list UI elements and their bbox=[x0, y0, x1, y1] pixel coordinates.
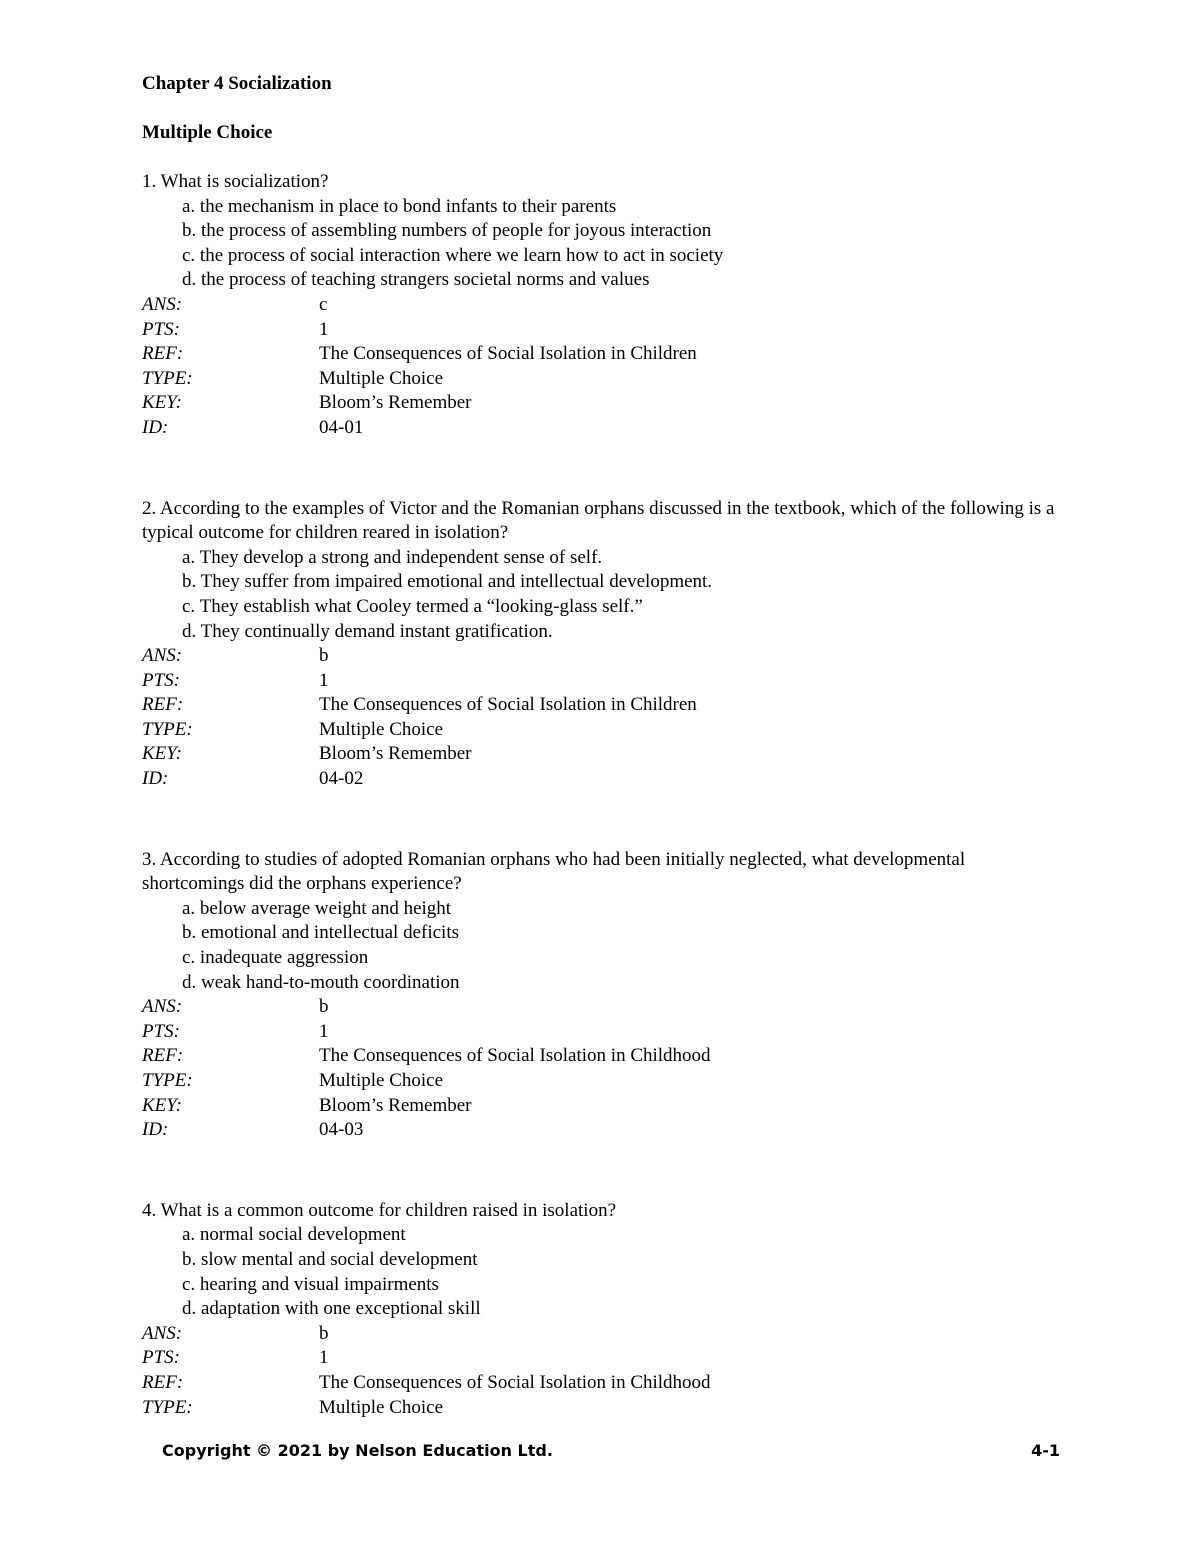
answer-value: b bbox=[319, 645, 329, 667]
answer-label: ANS: bbox=[142, 293, 183, 315]
points-value: 1 bbox=[319, 1020, 329, 1042]
option-a: a. They develop a strong and independent sense of self. bbox=[182, 546, 603, 568]
reference-value: The Consequences of Social Isolation in Children bbox=[319, 694, 697, 716]
type-value: Multiple Choice bbox=[319, 367, 444, 389]
type-value: Multiple Choice bbox=[319, 1396, 444, 1418]
page-footer bbox=[162, 1440, 1060, 1462]
answer-row bbox=[142, 1322, 1062, 1347]
question-1 bbox=[142, 170, 1062, 441]
id-label: ID: bbox=[142, 1119, 169, 1141]
option-d: d. They continually demand instant gratification. bbox=[182, 620, 553, 642]
points-row bbox=[142, 669, 1062, 694]
key-value: Bloom’s Remember bbox=[319, 1094, 472, 1116]
reference-row bbox=[142, 342, 1062, 367]
question-2 bbox=[142, 497, 1062, 792]
key-label: KEY: bbox=[142, 1094, 182, 1116]
question-stem: 3. According to studies of adopted Romanian orphans who had been initially neglected, what developmental shortcomings did the orphans experience? bbox=[142, 848, 966, 895]
document-page bbox=[142, 72, 1062, 1420]
page-number: 4-1 bbox=[1031, 1441, 1060, 1460]
question-stem: 1. What is socialization? bbox=[142, 171, 329, 192]
answer-row bbox=[142, 644, 1062, 669]
question-4 bbox=[142, 1199, 1062, 1420]
reference-value: The Consequences of Social Isolation in Childhood bbox=[319, 1371, 711, 1393]
answer-row bbox=[142, 995, 1062, 1020]
answer-options bbox=[142, 195, 1062, 293]
option-a: a. the mechanism in place to bond infants to their parents bbox=[182, 195, 617, 217]
id-row bbox=[142, 416, 1062, 441]
option-d: d. the process of teaching strangers societal norms and values bbox=[182, 269, 650, 291]
option-d: d. weak hand-to-mouth coordination bbox=[182, 971, 460, 993]
id-row bbox=[142, 767, 1062, 792]
points-row bbox=[142, 1346, 1062, 1371]
type-label: TYPE: bbox=[142, 718, 193, 740]
option-a: a. normal social development bbox=[182, 1224, 406, 1246]
points-row bbox=[142, 1020, 1062, 1045]
id-label: ID: bbox=[142, 416, 169, 438]
reference-value: The Consequences of Social Isolation in Childhood bbox=[319, 1045, 711, 1067]
chapter-title: Chapter 4 Socialization bbox=[142, 73, 332, 94]
type-value: Multiple Choice bbox=[319, 718, 444, 740]
key-label: KEY: bbox=[142, 392, 182, 414]
reference-row bbox=[142, 1044, 1062, 1069]
type-label: TYPE: bbox=[142, 367, 193, 389]
reference-label: REF: bbox=[142, 694, 184, 716]
type-row bbox=[142, 367, 1062, 392]
type-row bbox=[142, 1069, 1062, 1094]
points-label: PTS: bbox=[142, 1020, 180, 1042]
reference-value: The Consequences of Social Isolation in Children bbox=[319, 343, 697, 365]
answer-options bbox=[142, 1223, 1062, 1321]
points-label: PTS: bbox=[142, 1347, 180, 1369]
reference-label: REF: bbox=[142, 343, 184, 365]
key-value: Bloom’s Remember bbox=[319, 392, 472, 414]
key-row bbox=[142, 391, 1062, 416]
option-b: b. the process of assembling numbers of people for joyous interaction bbox=[182, 220, 712, 242]
question-3 bbox=[142, 848, 1062, 1143]
answer-label: ANS: bbox=[142, 645, 183, 667]
answer-value: b bbox=[319, 996, 329, 1018]
key-value: Bloom’s Remember bbox=[319, 743, 472, 765]
section-title: Multiple Choice bbox=[142, 122, 273, 143]
type-row bbox=[142, 1396, 1062, 1421]
question-stem: 4. What is a common outcome for children raised in isolation? bbox=[142, 1199, 616, 1221]
option-c: c. the process of social interaction where we learn how to act in society bbox=[182, 244, 724, 266]
points-value: 1 bbox=[319, 1347, 329, 1369]
reference-label: REF: bbox=[142, 1371, 184, 1393]
answer-label: ANS: bbox=[142, 996, 183, 1018]
option-b: b. emotional and intellectual deficits bbox=[182, 922, 459, 944]
option-a: a. below average weight and height bbox=[182, 897, 452, 919]
points-label: PTS: bbox=[142, 669, 180, 691]
answer-label: ANS: bbox=[142, 1322, 183, 1344]
reference-label: REF: bbox=[142, 1045, 184, 1067]
option-c: c. inadequate aggression bbox=[182, 947, 369, 969]
points-label: PTS: bbox=[142, 318, 180, 340]
id-value: 04-01 bbox=[319, 416, 364, 438]
copyright-notice: Copyright © 2021 by Nelson Education Ltd. bbox=[162, 1441, 553, 1460]
points-value: 1 bbox=[319, 669, 329, 691]
key-label: KEY: bbox=[142, 743, 182, 765]
reference-row bbox=[142, 1371, 1062, 1396]
answer-value: b bbox=[319, 1322, 329, 1344]
option-b: b. They suffer from impaired emotional and intellectual development. bbox=[182, 571, 713, 593]
key-row bbox=[142, 1094, 1062, 1119]
type-label: TYPE: bbox=[142, 1070, 193, 1091]
option-d: d. adaptation with one exceptional skill bbox=[182, 1298, 481, 1320]
key-row bbox=[142, 742, 1062, 767]
question-stem: 2. According to the examples of Victor and the Romanian orphans discussed in the textbook, which of the following is a typical outcome for children reared in isolation? bbox=[142, 497, 1055, 544]
id-row bbox=[142, 1118, 1062, 1143]
answer-options bbox=[142, 546, 1062, 644]
type-value: Multiple Choice bbox=[319, 1070, 444, 1091]
points-value: 1 bbox=[319, 318, 329, 340]
reference-row bbox=[142, 693, 1062, 718]
id-value: 04-03 bbox=[319, 1119, 364, 1141]
id-label: ID: bbox=[142, 768, 169, 790]
answer-row bbox=[142, 293, 1062, 318]
option-c: c. hearing and visual impairments bbox=[182, 1273, 439, 1295]
type-label: TYPE: bbox=[142, 1396, 193, 1418]
id-value: 04-02 bbox=[319, 768, 364, 790]
points-row bbox=[142, 318, 1062, 343]
type-row bbox=[142, 718, 1062, 743]
answer-options bbox=[142, 897, 1062, 995]
answer-value: c bbox=[319, 293, 328, 315]
option-b: b. slow mental and social development bbox=[182, 1248, 478, 1270]
option-c: c. They establish what Cooley termed a “looking-glass self.” bbox=[182, 595, 643, 617]
